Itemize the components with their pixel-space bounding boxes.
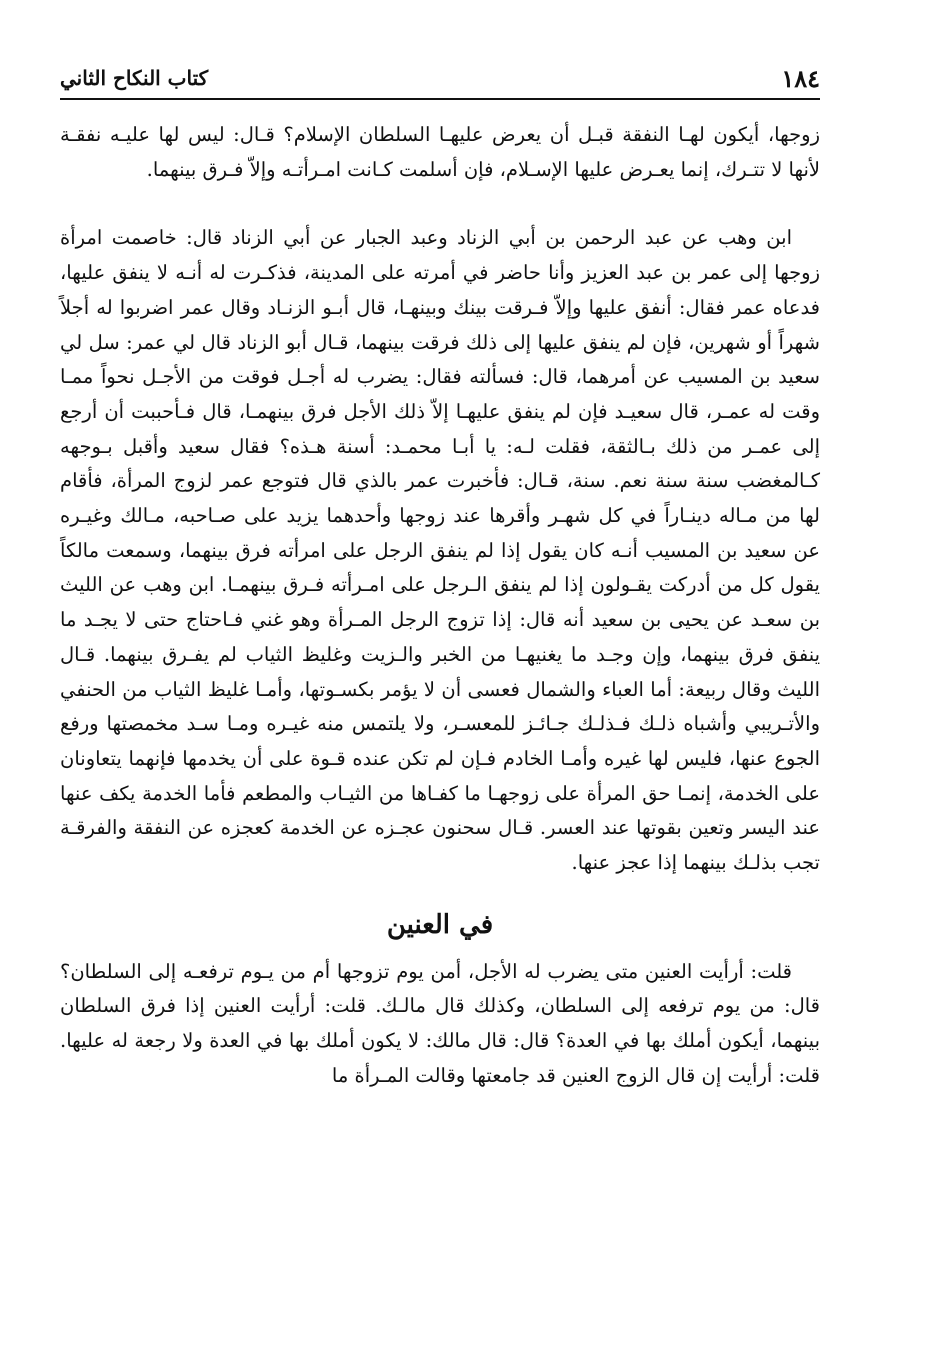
page-number: ١٨٤ bbox=[781, 64, 820, 93]
paragraph-1: زوجها، أيكون لهـا النفقة قبـل أن يعرض عليهـا السلطان الإسلام؟ قـال: ليس لها عليـه نفقـة لأنها لا تتـرك، إنما يعـرض عليها الإسـلام، فإن أسلمت كـانت امـرأتـه وإلاّ فـرق بينهما. bbox=[60, 123, 820, 181]
paragraph-3: قلت: أرأيت العنين متى يضرب له الأجل، أمن يوم تزوجها أم من يـوم ترفعـه إلى السلطان؟ قال: من يوم ترفعه إلى السلطان، وكذلك قال مالـك. قلت: أرأيت العنين إذا فرق السلطان بينهما، أيكون أملك بها في العدة؟ قال: قال مالك: لا يكون أملك بها في العدة ولا رجعة له عليها. قلت: أرأيت إن قال الزوج العنين قد جامعتها وقالت المـرأة ما bbox=[60, 959, 820, 1087]
section-heading: في العنين bbox=[386, 909, 494, 940]
running-title: كتاب النكاح الثاني bbox=[60, 66, 209, 90]
paragraph-2: ابن وهب عن عبد الرحمن بن أبي الزناد وعبد الجبار عن أبي الزناد قال: خاصمت امرأة زوجها إلى عمر بن عبد العزيز وأنا حاضر في أمرته على المدينة، فذكـرت له أنـه لا ينفق عليها، فدعاه عمر فقال: أنفق عليها وإلاّ فـرقت بينك وبينهـا، قال أبـو الزنـاد وقال عمر اضربوا له أجلاً شهراً أو شهرين، فإن لم ينفق عليها إلى ذلك فرقت بينهما، قـال أبو الزناد قال لي عمر: سل لي سعيد بن المسيب عن أمرهما، قال: فسألته فقال: يضرب له أجـل فوقت من الأجـل نحواً ممـا وقت له عمـر، قال سعيـد فإن لم ينفق عليهـا إلاّ ذلك الأجل فرق بينهمـا، قال فـأحببت أن أرجع إلى عمـر من ذلك بـالثقة، فقلت لـه: يا أبـا محمـد: أسنة هـذه؟ فقال سعيد وأقبل بـوجهه كـالمغضب سنة سنة نعم. سنة، قـال: فأخبرت عمر بالذي قال فتوجع عمر لزوج المرأة، فأقام لها من مـاله دينـاراً في كل شهـر وأقرها عند زوجها وأحدهما يزيد على صـاحبه، مـالك وغيـره عن سعيد بن المسيب أنـه كان يقول إذا لم ينفق الرجل على امرأته فرق بينهما، وسمعت مالكاً يقول كل من أدركت يقـولون إذا لم ينفق الـرجل على امـرأته فـرق بينهمـا. ابن وهب عن الليث بن سعـد عن يحيى بن سعيد أنه قال: إذا تزوج الرجل المـرأة وهو غني فـاحتاج حتى لا يجـد ما ينفق فرق بينهما، وإن وجـد ما يغنيهـا من الخبر والـزيت وغليظ الثياب لم يفـرق بينهما. قـال الليث وقال ربيعة: أما العباء والشمال فعسى أن لا يؤمر بكسـوتها، وأمـا غليظ الثياب من الحنفي والأتـريبي وأشباه ذلـك فـذلـك جـائـز للمعسـر، ولا يلتمس منه غيـره ومـا سـد مخمصتها ورفع الجوع عنها، فليس لها غيره وأمـا الخادم فـإن لم تكن عنده قـوة على أن يخدمها فإنهما يتعاونان على الخدمة، إنمـا حق المرأة على زوجهـا ما كفـاها من الثيـاب والمطعم فأما الخدمة يكف عنها عند اليسر وتعين بقوتها عند العسر. قـال سحنون عجـزه عن الخدمة كعجزه عن النفقة والفرقـة تجب بذلـك بينهما إذا عجز عنها. bbox=[60, 226, 820, 875]
page-header bbox=[60, 62, 820, 100]
paragraph-gap bbox=[60, 187, 820, 221]
body-text bbox=[60, 118, 820, 1094]
